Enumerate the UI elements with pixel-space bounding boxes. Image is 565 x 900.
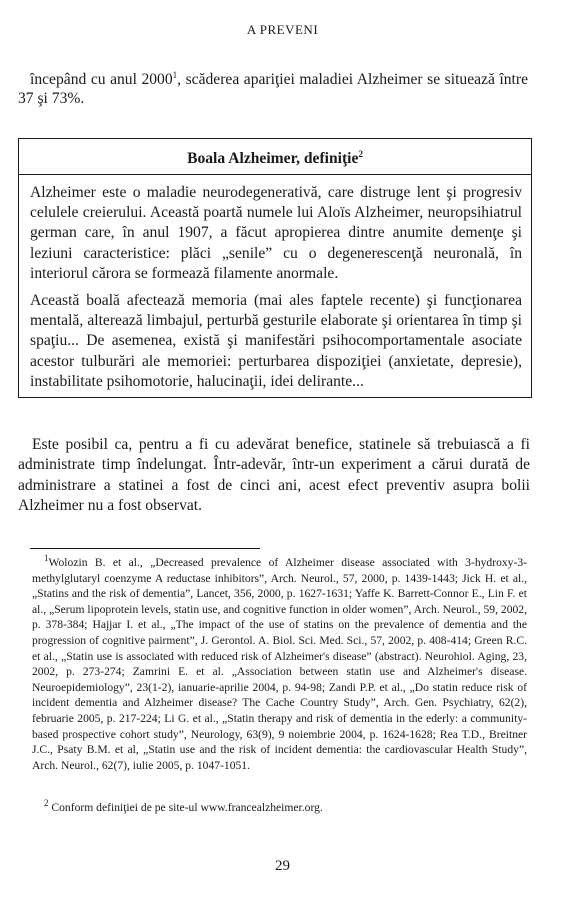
footnote-2-text: Conform definiţiei de pe site-ul www.francealzheimer.org. bbox=[51, 801, 323, 814]
definition-box-title bbox=[18, 150, 532, 168]
footnote-2 bbox=[32, 800, 527, 816]
body-paragraph: Este posibil ca, pentru a fi cu adevărat benefice, statinele să trebuiască a fi administrate timp îndelungat. Într-adevăr, într-un experiment a cărui durată de administrare a statinei a fost de cinci ani, acest efect preventiv asupra bolii Alzheimer nu a fost observat. bbox=[18, 436, 530, 515]
definition-box-divider bbox=[18, 174, 532, 175]
page-number: 29 bbox=[275, 858, 290, 874]
definition-paragraph-1: Alzheimer este o maladie neurodegenerativă, care distruge lent şi progresiv celulele creierului. Această poartă numele lui Aloïs Alzheimer, neuropsihiatrul german care, în anul 1907, a făcut apropierea dintre anumite demenţe şi leziuni caracteristice: plăci „senile” cu o degenerescenţă neuronală, în interiorul cărora se formează filamente anormale. bbox=[30, 184, 522, 282]
definition-title-text: Boala Alzheimer, definiţie bbox=[187, 150, 359, 167]
intro-text-start: începând cu anul 2000 bbox=[30, 71, 173, 88]
footnote-1-text: Wolozin B. et al., „Decreased prevalence of Alzheimer disease associated with 3-hydroxy-3-methylglutaryl coenzyme A reductase inhibitors”, Arch. Neurol., 57, 2000, p. 1439-1443; Jick H. et al., „Statins and the risk of dementia”, Lancet, 356, 2000, p. 1627-1631; Yaffe K. Barrett-Connor E., Lin F. et al., „Serum lipoprotein levels, statin use, and cognitive function in older women”, Arch. Neurol., 59, 2002, p. 378-384; Hajjar I. et al., „The impact of the use of statins on the prevalence of dementia and the progression of cognitive pairment”, J. Gerontol. A. Biol. Sci. Med. Sci., 57, 2002, p. 408-414; Green R.C. et al., „Statin use is associated with reduced risk of Alzheimer's disease” (abstract). Neurohiol. Aging, 23, 2002, p. 273-274; Zamrini E. et al. „Association between statin use and Alzheimer's disease. Neuroepidemiology”, 23(1-2), ianuarie-aprilie 2004, p. 94-98; Zandi P.P. et al., „Do statin reduce risk of incident dementia and Alzheimer disease? The Cache Country Study”, Arch. Gen. Psychiatry, 62(2), februarie 2005, p. 217-224; Li G. et al., „Statin therapy and risk of dementia in the ederly: a community-based prospective cohort study”, Neurology, 63(9), 9 noiembrie 2004, p. 1624-1628; Rea T.D., Breitner J.C., Psaty B.M. et al, „Statin use and the risk of incident dementia: the cardiovascular Health Study”, Arch. Neurol., 62(7), iulie 2005, p. 1047-1051. bbox=[32, 556, 527, 772]
intro-text-end: , scăderea apariţiei maladiei Alzheimer se situează între 37 şi 73%. bbox=[18, 71, 528, 107]
footnote-1 bbox=[32, 555, 527, 773]
footnote-ref-2: 2 bbox=[358, 148, 363, 159]
footnote-2-marker: 2 bbox=[44, 798, 49, 809]
intro-paragraph bbox=[18, 70, 528, 108]
running-head: A PREVENI bbox=[246, 22, 319, 37]
footnote-ref-1: 1 bbox=[172, 69, 178, 80]
footnote-1-marker: 1 bbox=[44, 553, 49, 564]
definition-paragraph-2: Această boală afectează memoria (mai ales faptele recente) şi funcţionarea mentală, alterează limbajul, perturbă gesturile elaborate şi orientarea în timp şi spaţiu... De asemenea, există şi manifestări psihocomportamentale asociate acestor tulburări ale memoriei: perturbarea dispoziţiei (anxietate, depresie), instabilitate psihomotorie, halucinaţii, idei delirante... bbox=[30, 292, 522, 390]
footnote-separator bbox=[30, 548, 260, 549]
